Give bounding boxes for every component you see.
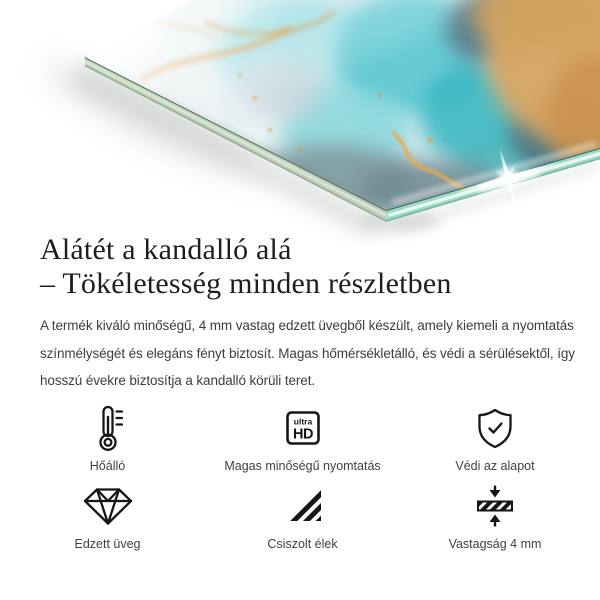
thermometer-icon [93, 405, 123, 451]
feature-label: Magas minőségű nyomtatás [224, 459, 381, 473]
diamond-icon [82, 483, 134, 529]
title-line-2: – Tökéletesség minden részletben [40, 267, 452, 300]
feature-label: Csiszolt élek [267, 537, 338, 551]
feature-label: Vastagság 4 mm [448, 537, 542, 551]
feature-print-quality [175, 405, 430, 473]
feature-tempered-glass [40, 483, 175, 551]
product-description [40, 312, 575, 395]
thickness-icon [475, 483, 515, 529]
title-line-1: Alátét a kandalló alá [40, 233, 292, 266]
feature-polished-edges [175, 483, 430, 551]
description-line: hosszú évekre biztosítja a kandalló körüli teret. [40, 373, 315, 388]
feature-label: Edzett üveg [74, 537, 141, 551]
ultra-hd-icon [286, 405, 320, 451]
feature-protects-base [430, 405, 560, 473]
page-title [40, 233, 560, 301]
description-line: színmélységét és elegáns fényt biztosít. Magas hőmérsékletálló, és védi a sérülésektől, így [40, 345, 575, 361]
product-image [0, 0, 600, 245]
description-line: A termék kiváló minőségű, 4 mm vastag edzett üvegből készült, amely kiemeli a nyomtatás [40, 318, 574, 333]
ultra-hd-icon-text-top: ultra [293, 416, 312, 427]
marble-art [0, 0, 600, 245]
feature-label: Védi az alapot [455, 459, 535, 473]
feature-grid [40, 405, 560, 551]
product-description-block [40, 233, 575, 395]
ultra-hd-icon-text-bottom: HD [292, 426, 313, 443]
shield-check-icon [476, 405, 514, 451]
feature-thickness [430, 483, 560, 551]
polished-edges-icon [284, 483, 322, 529]
glass-panel-illustration [0, 0, 600, 245]
feature-label: Hőálló [89, 459, 126, 473]
feature-heat-resistant [40, 405, 175, 473]
